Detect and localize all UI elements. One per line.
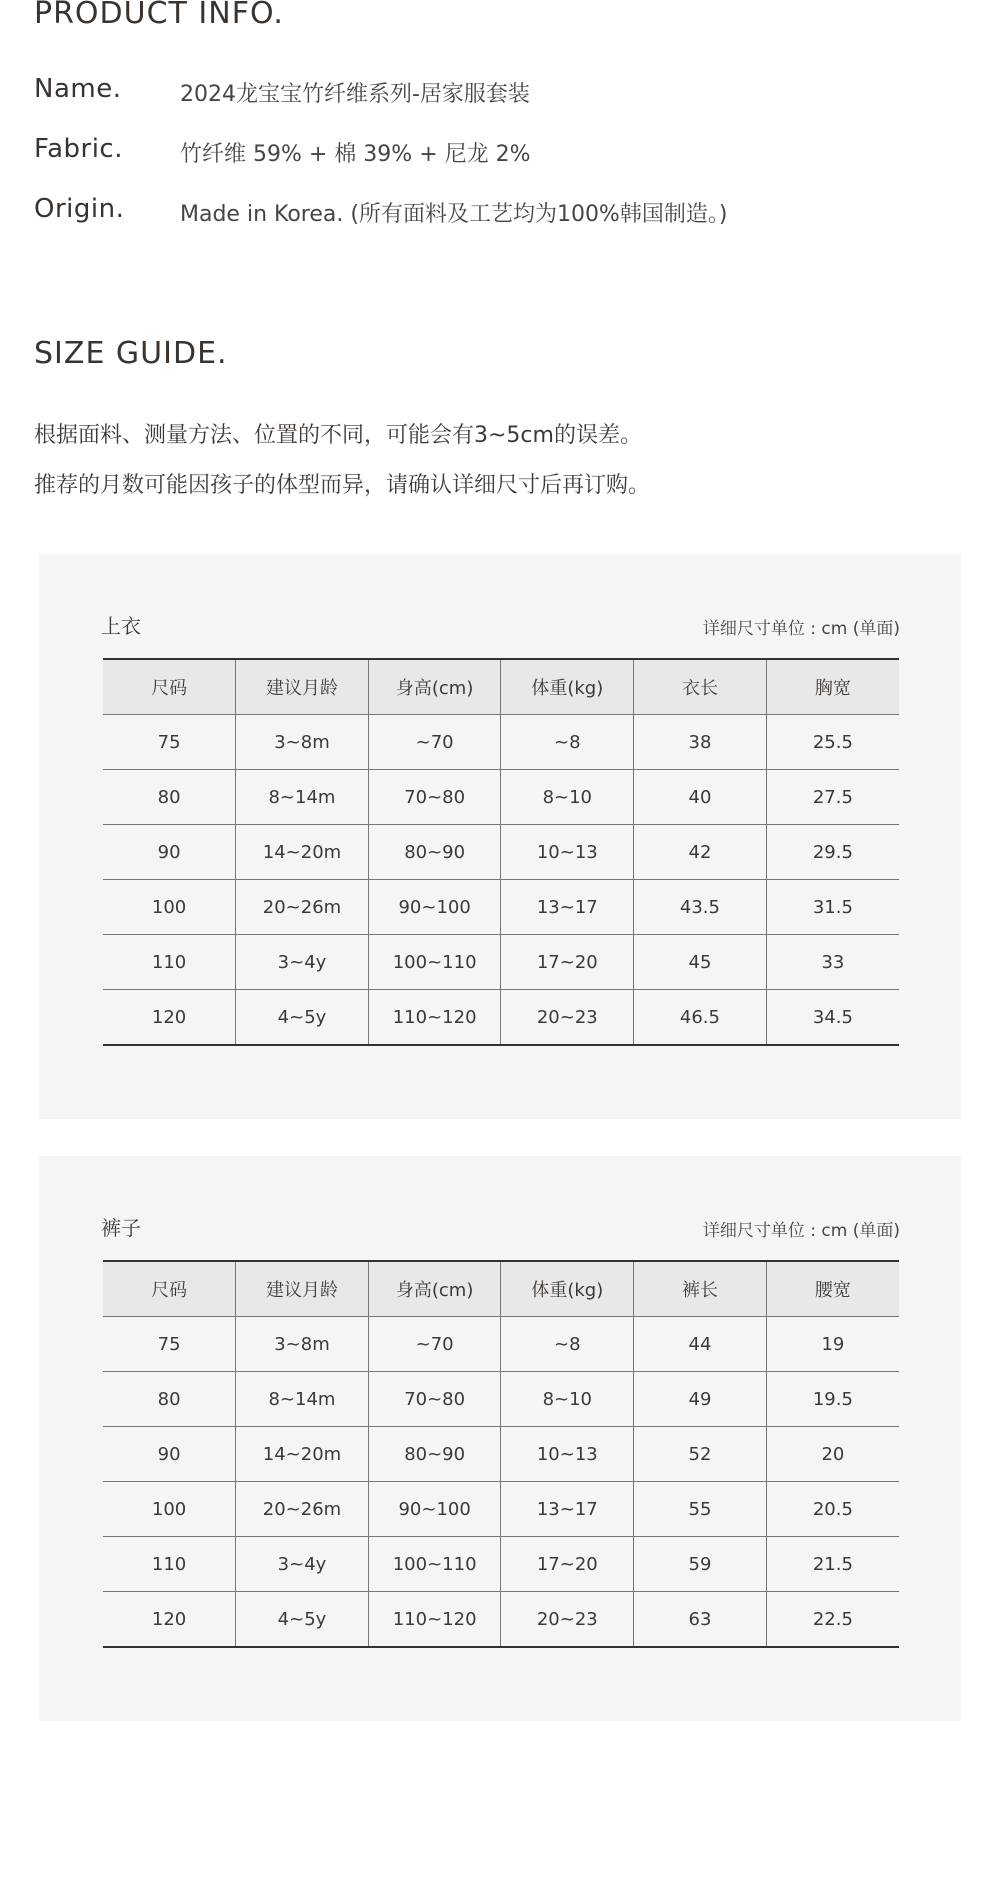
table-cell: 4~5y xyxy=(236,990,369,1046)
table-cell: 90~100 xyxy=(368,1482,501,1537)
table-cell: 20~23 xyxy=(501,990,634,1046)
table-cell: 10~13 xyxy=(501,1427,634,1482)
table-cell: 8~14m xyxy=(236,1372,369,1427)
table-cell: 3~8m xyxy=(236,1317,369,1372)
table-cell: 8~10 xyxy=(501,1372,634,1427)
table-cell: 59 xyxy=(634,1537,767,1592)
table-cell: 13~17 xyxy=(501,880,634,935)
table-cell: 17~20 xyxy=(501,935,634,990)
info-value-origin: Made in Korea. (所有面料及工艺均为100%韩国制造。) xyxy=(180,202,728,227)
table-row xyxy=(103,990,899,1046)
info-label-name: Name. xyxy=(34,74,122,104)
top-size-table xyxy=(103,658,899,1046)
table-cell: 27.5 xyxy=(766,770,899,825)
table-cell: 75 xyxy=(103,1317,236,1372)
table-cell: 34.5 xyxy=(766,990,899,1046)
size-guide-note: 根据面料、测量方法、位置的不同，可能会有3~5cm的误差。 xyxy=(34,423,642,448)
table-cell: 100 xyxy=(103,1482,236,1537)
top-table-title: 上衣 xyxy=(101,614,141,638)
table-cell: 13~17 xyxy=(501,1482,634,1537)
table-cell: 20 xyxy=(766,1427,899,1482)
table-cell: ~70 xyxy=(368,715,501,770)
table-cell: 19.5 xyxy=(766,1372,899,1427)
table-cell: 90 xyxy=(103,825,236,880)
table-cell: 80 xyxy=(103,1372,236,1427)
table-cell: 90~100 xyxy=(368,880,501,935)
column-header: 身高(cm) xyxy=(368,1261,501,1317)
table-cell: 31.5 xyxy=(766,880,899,935)
pants-table-unit: 详细尺寸单位 : cm (单面) xyxy=(702,1221,900,1241)
table-cell: ~70 xyxy=(368,1317,501,1372)
table-row xyxy=(103,880,899,935)
table-row xyxy=(103,1372,899,1427)
table-cell: 110~120 xyxy=(368,1592,501,1648)
table-row xyxy=(103,1592,899,1648)
table-row xyxy=(103,770,899,825)
table-cell: 75 xyxy=(103,715,236,770)
column-header: 身高(cm) xyxy=(368,659,501,715)
size-guide-title: SIZE GUIDE. xyxy=(34,336,228,371)
table-cell: 80~90 xyxy=(368,825,501,880)
table-cell: 70~80 xyxy=(368,1372,501,1427)
table-cell: 14~20m xyxy=(236,1427,369,1482)
table-cell: 33 xyxy=(766,935,899,990)
table-cell: 14~20m xyxy=(236,825,369,880)
table-cell: 3~8m xyxy=(236,715,369,770)
table-cell: 19 xyxy=(766,1317,899,1372)
pants-size-table xyxy=(103,1260,899,1648)
table-cell: 20~26m xyxy=(236,880,369,935)
table-cell: 3~4y xyxy=(236,1537,369,1592)
table-cell: 100 xyxy=(103,880,236,935)
column-header: 体重(kg) xyxy=(501,1261,634,1317)
column-header: 建议月龄 xyxy=(236,1261,369,1317)
table-cell: 100~110 xyxy=(368,1537,501,1592)
column-header: 体重(kg) xyxy=(501,659,634,715)
table-cell: 20.5 xyxy=(766,1482,899,1537)
column-header: 腰宽 xyxy=(766,1261,899,1317)
table-cell: 21.5 xyxy=(766,1537,899,1592)
column-header: 胸宽 xyxy=(766,659,899,715)
table-cell: 45 xyxy=(634,935,767,990)
table-cell: 120 xyxy=(103,990,236,1046)
table-cell: 80~90 xyxy=(368,1427,501,1482)
info-value-fabric: 竹纤维 59% + 棉 39% + 尼龙 2% xyxy=(180,142,531,167)
table-cell: 90 xyxy=(103,1427,236,1482)
table-cell: 44 xyxy=(634,1317,767,1372)
table-row xyxy=(103,825,899,880)
table-cell: 55 xyxy=(634,1482,767,1537)
table-cell: ~8 xyxy=(501,715,634,770)
table-cell: 20~26m xyxy=(236,1482,369,1537)
table-cell: 70~80 xyxy=(368,770,501,825)
table-cell: 110~120 xyxy=(368,990,501,1046)
table-row xyxy=(103,1482,899,1537)
table-row xyxy=(103,1427,899,1482)
table-row xyxy=(103,935,899,990)
table-cell: 49 xyxy=(634,1372,767,1427)
table-cell: 40 xyxy=(634,770,767,825)
column-header: 裤长 xyxy=(634,1261,767,1317)
info-label-origin: Origin. xyxy=(34,194,125,224)
table-cell: 43.5 xyxy=(634,880,767,935)
column-header: 尺码 xyxy=(103,659,236,715)
column-header: 尺码 xyxy=(103,1261,236,1317)
table-cell: 8~10 xyxy=(501,770,634,825)
pants-size-panel xyxy=(39,1156,961,1721)
column-header: 建议月龄 xyxy=(236,659,369,715)
top-table-unit: 详细尺寸单位 : cm (单面) xyxy=(702,619,900,639)
table-cell: 42 xyxy=(634,825,767,880)
size-guide-note: 推荐的月数可能因孩子的体型而异，请确认详细尺寸后再订购。 xyxy=(34,473,651,498)
table-cell: 20~23 xyxy=(501,1592,634,1648)
table-cell: 100~110 xyxy=(368,935,501,990)
table-cell: 80 xyxy=(103,770,236,825)
table-cell: ~8 xyxy=(501,1317,634,1372)
pants-table-title: 裤子 xyxy=(101,1216,141,1240)
table-cell: 22.5 xyxy=(766,1592,899,1648)
column-header: 衣长 xyxy=(634,659,767,715)
table-row xyxy=(103,715,899,770)
table-cell: 17~20 xyxy=(501,1537,634,1592)
table-cell: 29.5 xyxy=(766,825,899,880)
table-cell: 63 xyxy=(634,1592,767,1648)
table-cell: 38 xyxy=(634,715,767,770)
table-cell: 120 xyxy=(103,1592,236,1648)
table-cell: 8~14m xyxy=(236,770,369,825)
table-cell: 4~5y xyxy=(236,1592,369,1648)
table-cell: 25.5 xyxy=(766,715,899,770)
info-label-fabric: Fabric. xyxy=(34,134,123,164)
table-header-row xyxy=(103,659,899,715)
table-header-row xyxy=(103,1261,899,1317)
table-row xyxy=(103,1317,899,1372)
table-cell: 3~4y xyxy=(236,935,369,990)
table-cell: 52 xyxy=(634,1427,767,1482)
table-cell: 10~13 xyxy=(501,825,634,880)
table-cell: 46.5 xyxy=(634,990,767,1046)
table-cell: 110 xyxy=(103,1537,236,1592)
info-value-name: 2024龙宝宝竹纤维系列-居家服套装 xyxy=(180,82,530,107)
product-info-title: PRODUCT INFO. xyxy=(34,0,284,31)
table-row xyxy=(103,1537,899,1592)
top-size-panel xyxy=(39,554,961,1119)
table-cell: 110 xyxy=(103,935,236,990)
